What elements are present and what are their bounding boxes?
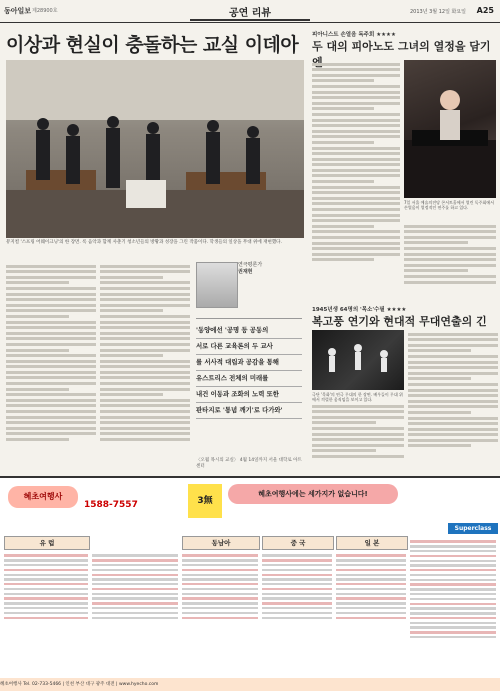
superclass-badge: Superclass [448,523,498,534]
stage-photo-caption: 극단 '목화'의 연극 무대의 한 장면. 배우들이 무대 위에서 격렬한 움직임을 보이고 있다. [312,392,403,402]
agency-phone: 1588-7557 [84,500,138,510]
section-title: 공연 리뷰 [190,4,310,21]
page-header [0,0,500,23]
review-1-body [312,60,400,300]
agency-slogan-banner[interactable]: 혜초여행사에는 세가지가 없습니다! [228,484,398,504]
pianist-image [404,60,496,198]
columnist-name: 권재현 [238,269,253,275]
main-photo [6,60,304,238]
pianist-photo [404,60,496,198]
three-none-badge: 3無 [188,484,222,518]
page-number: A25 [476,6,494,15]
ad-list-japan [336,552,406,621]
review-tag-1: 피아니스트 손열음 독주회 ★★★★ [312,32,396,38]
review-2-body [408,330,498,470]
pull-quote-line: '동양에선 '공명 등 공동의 [196,323,302,339]
region-china[interactable]: 중 국 [262,536,334,550]
review-headline-1: 두 대의 피아노도 그녀의 열정을 담기 [312,40,491,53]
main-body-column-1 [6,262,96,472]
ad-list-europe [4,552,88,621]
ad-list-china [262,552,332,621]
region-southeast-asia[interactable]: 동남아 [182,536,260,550]
pull-quote-line: 를 서사적 대립과 공감을 통해 [196,355,302,371]
pull-quote-line: 판타지로 '통념 깨기'로 다가와' [196,403,302,419]
ad-list-middle [92,552,178,621]
ad-list-superclass [410,538,496,641]
main-body-column-2 [100,262,190,472]
main-headline: 이상과 현실이 충돌하는 교실 이데아 [6,34,299,56]
review-headline-2: 복고풍 연기와 현대적 무대연출의 긴 [312,315,487,328]
region-europe[interactable]: 유 럽 [4,536,90,550]
region-japan[interactable]: 일 본 [336,536,408,550]
pull-quote-line: 유스트리스 전체의 미래를 [196,371,302,387]
pianist-caption: 7일 서울 예술의전당 콘서트홀에서 열린 독주회에서 손열음이 열정적인 연주를 하고 있다. [404,200,495,210]
pull-quote [196,318,302,419]
ad-footer: 혜초여행사 Tel. 02-733-5466 | 인천 부산 대구 광주 대전 | www.hyecho.com [0,678,500,691]
columnist-label: 연극평론가 [238,262,263,268]
edition-number: 제28900호 [32,8,58,14]
review-2-body-left [312,402,404,472]
columnist-photo [196,262,238,308]
paper-name: 동아일보 [4,7,32,15]
stage-photo-2 [312,330,404,390]
main-photo-caption: 뮤지컬 '스프링 어웨이크닝'의 한 장면. 록 음악과 함께 사춘기 청소년들의 방황과 성장을 그린 작품이다. 학생들의 일상을 무대 위에 재현했다. [6,240,282,245]
pull-quote-line: 내건 이동과 조화의 노력 또한 [196,387,302,403]
ad-list-southeast-asia [182,552,258,621]
review-tag-2: 1945년생 64명의 '목소'수필 ★★★★ [312,307,407,313]
stage-scene-image [6,60,304,238]
issue-date: 2013년 3월 12일 화요일 [409,9,466,15]
review-1-body-cont [404,222,496,300]
travel-agency-logo[interactable]: 혜초여행사 [8,486,78,508]
pull-quote-line: 서로 다른 교육론의 두 교사 [196,339,302,355]
dancers-image [312,330,404,390]
performance-info: 〈오월 목시의 교실〉 4월 14일까지 서울 대학로 아트센터 [196,458,302,469]
columnist-byline [238,262,262,276]
